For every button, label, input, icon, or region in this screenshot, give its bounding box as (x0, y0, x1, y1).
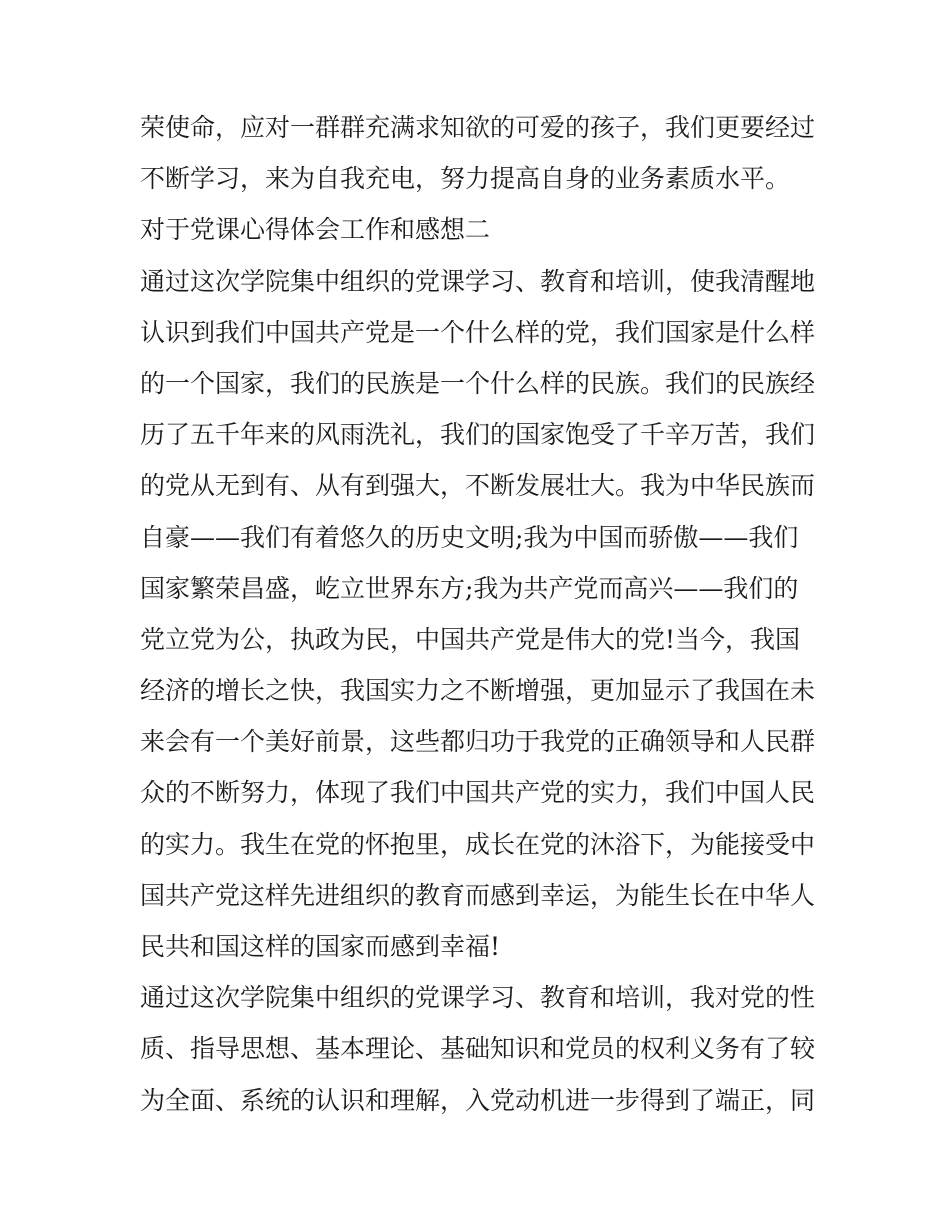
text-line: 质、指导思想、基本理论、基础知识和党员的权利义务有了较 (140, 1034, 816, 1064)
text-line: 自豪——我们有着悠久的历史文明;我为中国而骄傲——我们 (140, 522, 799, 552)
text-line: 荣使命，应对一群群充满求知欲的可爱的孩子，我们更要经过 (140, 113, 816, 142)
text-line: 历了五千年来的风雨洗礼，我们的国家饱受了千辛万苦，我们 (140, 420, 816, 450)
text-line: 的实力。我生在党的怀抱里，成长在党的沐浴下，为能接受中 (140, 829, 816, 859)
text-line: 认识到我们中国共产党是一个什么样的党，我们国家是什么样 (140, 317, 816, 347)
text-line: 经济的增长之快，我国实力之不断增强，更加显示了我国在未 (140, 676, 816, 706)
text-line: 国家繁荣昌盛，屹立世界东方;我为共产党而高兴——我们的 (140, 573, 799, 603)
document-body (140, 102, 820, 1126)
text-line: 的一个国家，我们的民族是一个什么样的民族。我们的民族经 (140, 368, 816, 398)
text-line: 的党从无到有、从有到强大，不断发展壮大。我为中华民族而 (140, 471, 816, 501)
text-line: 来会有一个美好前景，这些都归功于我党的正确领导和人民群 (140, 727, 816, 757)
text-line: 为全面、系统的认识和理解，入党动机进一步得到了端正，同 (140, 1085, 816, 1115)
text-line: 众的不断努力，体现了我们中国共产党的实力，我们中国人民 (140, 778, 816, 808)
text-line: 不断学习，来为自我充电，努力提高自身的业务素质水平。 (140, 164, 791, 194)
section-heading: 对于党课心得体会工作和感想二 (140, 215, 491, 245)
text-line: 民共和国这样的国家而感到幸福! (140, 932, 501, 961)
text-line: 通过这次学院集中组织的党课学习、教育和培训，我对党的性 (140, 983, 816, 1013)
text-line: 国共产党这样先进组织的教育而感到幸运，为能生长在中华人 (140, 880, 816, 910)
text-line: 党立党为公，执政为民，中国共产党是伟大的党!当今，我国 (140, 624, 801, 654)
text-line: 通过这次学院集中组织的党课学习、教育和培训，使我清醒地 (140, 266, 816, 296)
